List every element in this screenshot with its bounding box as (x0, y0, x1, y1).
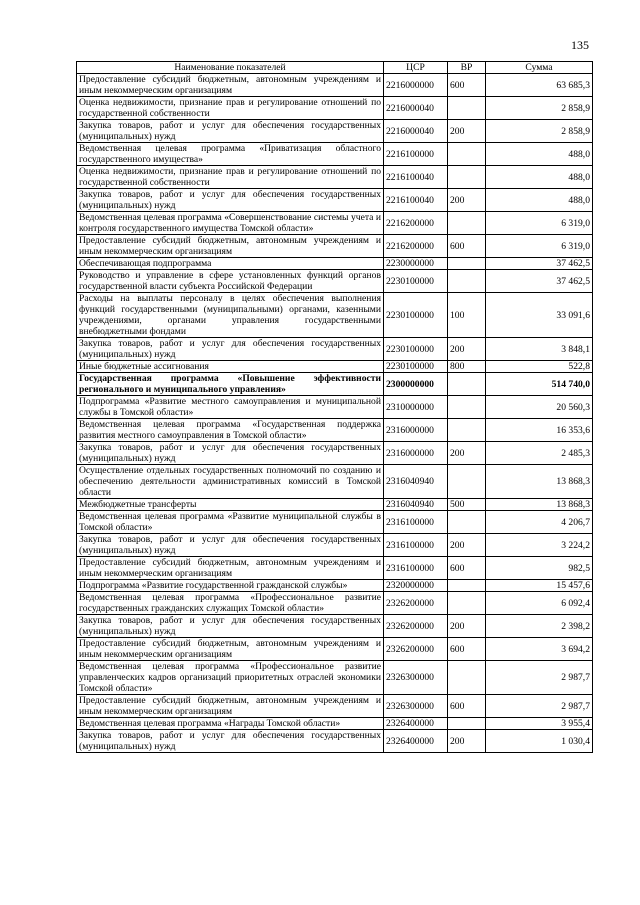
cell-csr: 2326300000 (384, 695, 448, 718)
cell-name: Государственная программа «Повышение эффективности регионального и муниципального управления» (77, 373, 384, 396)
table-row (77, 511, 593, 534)
cell-vr (448, 143, 486, 166)
table-row (77, 212, 593, 235)
cell-vr (448, 396, 486, 419)
cell-vr (448, 258, 486, 270)
cell-vr (448, 592, 486, 615)
cell-vr: 500 (448, 499, 486, 511)
cell-name: Закупка товаров, работ и услуг для обеспечения государственных (муниципальных) нужд (77, 189, 384, 212)
cell-name: Ведомственная целевая программа «Награды Томской области» (77, 718, 384, 730)
cell-vr (448, 661, 486, 695)
cell-sum: 63 685,3 (486, 74, 593, 97)
table-body (77, 74, 593, 753)
table-row (77, 338, 593, 361)
cell-csr: 2316040940 (384, 499, 448, 511)
cell-vr (448, 373, 486, 396)
cell-sum: 488,0 (486, 166, 593, 189)
cell-sum: 16 353,6 (486, 419, 593, 442)
table-row (77, 534, 593, 557)
cell-csr: 2216100040 (384, 189, 448, 212)
cell-name: Оценка недвижимости, признание прав и регулирование отношений по государственной собственности (77, 97, 384, 120)
table-row (77, 730, 593, 753)
cell-vr (448, 580, 486, 592)
header-name: Наименование показателей (77, 62, 384, 74)
page-number: 135 (571, 38, 589, 52)
cell-vr: 200 (448, 189, 486, 212)
cell-csr: 2316100000 (384, 511, 448, 534)
cell-csr: 2230100000 (384, 361, 448, 373)
cell-name: Ведомственная целевая программа «Совершенствование системы учета и контроля государственного имущества Томской области» (77, 212, 384, 235)
cell-csr: 2216000000 (384, 74, 448, 97)
cell-sum: 13 868,3 (486, 465, 593, 499)
cell-sum: 2 858,9 (486, 97, 593, 120)
cell-vr (448, 212, 486, 235)
cell-csr: 2320000000 (384, 580, 448, 592)
cell-csr: 2316000000 (384, 419, 448, 442)
cell-vr: 200 (448, 120, 486, 143)
cell-csr: 2310000000 (384, 396, 448, 419)
cell-sum: 2 398,2 (486, 615, 593, 638)
cell-sum: 514 740,0 (486, 373, 593, 396)
cell-name: Расходы на выплаты персоналу в целях обеспечения выполнения функций государственными (муниципальными) органами, казенными учреждениями, органами управления государственными внебюджетными фондами (77, 293, 384, 338)
cell-name: Закупка товаров, работ и услуг для обеспечения государственных (муниципальных) нужд (77, 120, 384, 143)
cell-name: Предоставление субсидий бюджетным, автономным учреждениям и иным некоммерческим организациям (77, 235, 384, 258)
cell-csr: 2216200000 (384, 212, 448, 235)
table-row (77, 74, 593, 97)
budget-table (76, 61, 593, 753)
table-row (77, 661, 593, 695)
cell-sum: 2 485,3 (486, 442, 593, 465)
cell-name: Ведомственная целевая программа «Развитие муниципальной службы в Томской области» (77, 511, 384, 534)
cell-vr (448, 270, 486, 293)
cell-csr: 2300000000 (384, 373, 448, 396)
cell-name: Предоставление субсидий бюджетным, автономным учреждениям и иным некоммерческим организациям (77, 695, 384, 718)
cell-csr: 2216000040 (384, 120, 448, 143)
cell-name: Закупка товаров, работ и услуг для обеспечения государственных (муниципальных) нужд (77, 442, 384, 465)
cell-vr (448, 718, 486, 730)
cell-vr: 600 (448, 557, 486, 580)
cell-name: Обеспечивающая подпрограмма (77, 258, 384, 270)
cell-csr: 2316000000 (384, 442, 448, 465)
cell-name: Руководство и управление в сфере установленных функций органов государственной власти субъекта Российской Федерации (77, 270, 384, 293)
cell-name: Оценка недвижимости, признание прав и регулирование отношений по государственной собственности (77, 166, 384, 189)
cell-vr: 200 (448, 442, 486, 465)
table-row (77, 557, 593, 580)
cell-name: Ведомственная целевая программа «Профессиональное развитие управленческих кадров организаций приоритетных отраслей экономики Томской области» (77, 661, 384, 695)
cell-name: Закупка товаров, работ и услуг для обеспечения государственных (муниципальных) нужд (77, 338, 384, 361)
table-row (77, 718, 593, 730)
table-row (77, 396, 593, 419)
table-header-row (77, 62, 593, 74)
cell-csr: 2230100000 (384, 338, 448, 361)
cell-sum: 3 848,1 (486, 338, 593, 361)
cell-vr: 600 (448, 695, 486, 718)
cell-vr (448, 465, 486, 499)
cell-csr: 2326200000 (384, 592, 448, 615)
cell-csr: 2316100000 (384, 534, 448, 557)
cell-name: Ведомственная целевая программа «Государственная поддержка развития местного самоуправления в Томской области» (77, 419, 384, 442)
cell-vr (448, 166, 486, 189)
cell-sum: 6 092,4 (486, 592, 593, 615)
cell-csr: 2230100000 (384, 293, 448, 338)
table-row (77, 442, 593, 465)
cell-sum: 37 462,5 (486, 270, 593, 293)
cell-csr: 2316100000 (384, 557, 448, 580)
cell-name: Ведомственная целевая программа «Профессиональное развитие государственных гражданских служащих Томской области» (77, 592, 384, 615)
cell-sum: 4 206,7 (486, 511, 593, 534)
table-row (77, 373, 593, 396)
cell-vr: 100 (448, 293, 486, 338)
cell-name: Предоставление субсидий бюджетным, автономным учреждениям и иным некоммерческим организациям (77, 74, 384, 97)
cell-name: Подпрограмма «Развитие государственной гражданской службы» (77, 580, 384, 592)
cell-csr: 2230100000 (384, 270, 448, 293)
table-row (77, 293, 593, 338)
cell-vr: 200 (448, 338, 486, 361)
cell-name: Межбюджетные трансферты (77, 499, 384, 511)
cell-sum: 3 955,4 (486, 718, 593, 730)
table-row (77, 580, 593, 592)
cell-vr: 200 (448, 730, 486, 753)
cell-vr: 800 (448, 361, 486, 373)
cell-sum: 3 224,2 (486, 534, 593, 557)
table-row (77, 120, 593, 143)
cell-sum: 20 560,3 (486, 396, 593, 419)
cell-vr (448, 419, 486, 442)
table-row (77, 465, 593, 499)
table-row (77, 361, 593, 373)
cell-name: Ведомственная целевая программа «Приватизация областного государственного имущества» (77, 143, 384, 166)
cell-sum: 37 462,5 (486, 258, 593, 270)
cell-sum: 33 091,6 (486, 293, 593, 338)
cell-name: Закупка товаров, работ и услуг для обеспечения государственных (муниципальных) нужд (77, 730, 384, 753)
table-row (77, 235, 593, 258)
cell-sum: 488,0 (486, 189, 593, 212)
header-csr: ЦСР (384, 62, 448, 74)
cell-vr (448, 511, 486, 534)
table-row (77, 270, 593, 293)
table-row (77, 695, 593, 718)
cell-csr: 2216100000 (384, 143, 448, 166)
cell-vr: 600 (448, 74, 486, 97)
cell-sum: 522,8 (486, 361, 593, 373)
cell-csr: 2316040940 (384, 465, 448, 499)
header-vr: ВР (448, 62, 486, 74)
table-row (77, 189, 593, 212)
cell-sum: 2 987,7 (486, 661, 593, 695)
cell-sum: 982,5 (486, 557, 593, 580)
cell-sum: 6 319,0 (486, 235, 593, 258)
cell-csr: 2216100040 (384, 166, 448, 189)
cell-csr: 2230000000 (384, 258, 448, 270)
table-row (77, 615, 593, 638)
table-row (77, 258, 593, 270)
cell-name: Закупка товаров, работ и услуг для обеспечения государственных (муниципальных) нужд (77, 534, 384, 557)
table-row (77, 499, 593, 511)
cell-name: Предоставление субсидий бюджетным, автономным учреждениям и иным некоммерческим организациям (77, 557, 384, 580)
cell-csr: 2326200000 (384, 615, 448, 638)
table-row (77, 592, 593, 615)
cell-sum: 1 030,4 (486, 730, 593, 753)
cell-vr: 200 (448, 534, 486, 557)
cell-vr (448, 97, 486, 120)
header-sum: Сумма (486, 62, 593, 74)
cell-csr: 2326300000 (384, 661, 448, 695)
table-row (77, 638, 593, 661)
cell-name: Закупка товаров, работ и услуг для обеспечения государственных (муниципальных) нужд (77, 615, 384, 638)
table-row (77, 143, 593, 166)
cell-csr: 2326200000 (384, 638, 448, 661)
cell-csr: 2216000040 (384, 97, 448, 120)
cell-name: Иные бюджетные ассигнования (77, 361, 384, 373)
cell-vr: 600 (448, 235, 486, 258)
table-row (77, 419, 593, 442)
cell-sum: 6 319,0 (486, 212, 593, 235)
cell-sum: 15 457,6 (486, 580, 593, 592)
cell-sum: 2 858,9 (486, 120, 593, 143)
cell-sum: 488,0 (486, 143, 593, 166)
cell-vr: 600 (448, 638, 486, 661)
table-row (77, 97, 593, 120)
cell-vr: 200 (448, 615, 486, 638)
cell-csr: 2216200000 (384, 235, 448, 258)
cell-csr: 2326400000 (384, 718, 448, 730)
cell-sum: 2 987,7 (486, 695, 593, 718)
cell-csr: 2326400000 (384, 730, 448, 753)
cell-name: Осуществление отдельных государственных полномочий по созданию и обеспечению деятельности административных комиссий в Томской области (77, 465, 384, 499)
cell-sum: 3 694,2 (486, 638, 593, 661)
cell-name: Предоставление субсидий бюджетным, автономным учреждениям и иным некоммерческим организациям (77, 638, 384, 661)
cell-name: Подпрограмма «Развитие местного самоуправления и муниципальной службы в Томской области» (77, 396, 384, 419)
cell-sum: 13 868,3 (486, 499, 593, 511)
table-row (77, 166, 593, 189)
